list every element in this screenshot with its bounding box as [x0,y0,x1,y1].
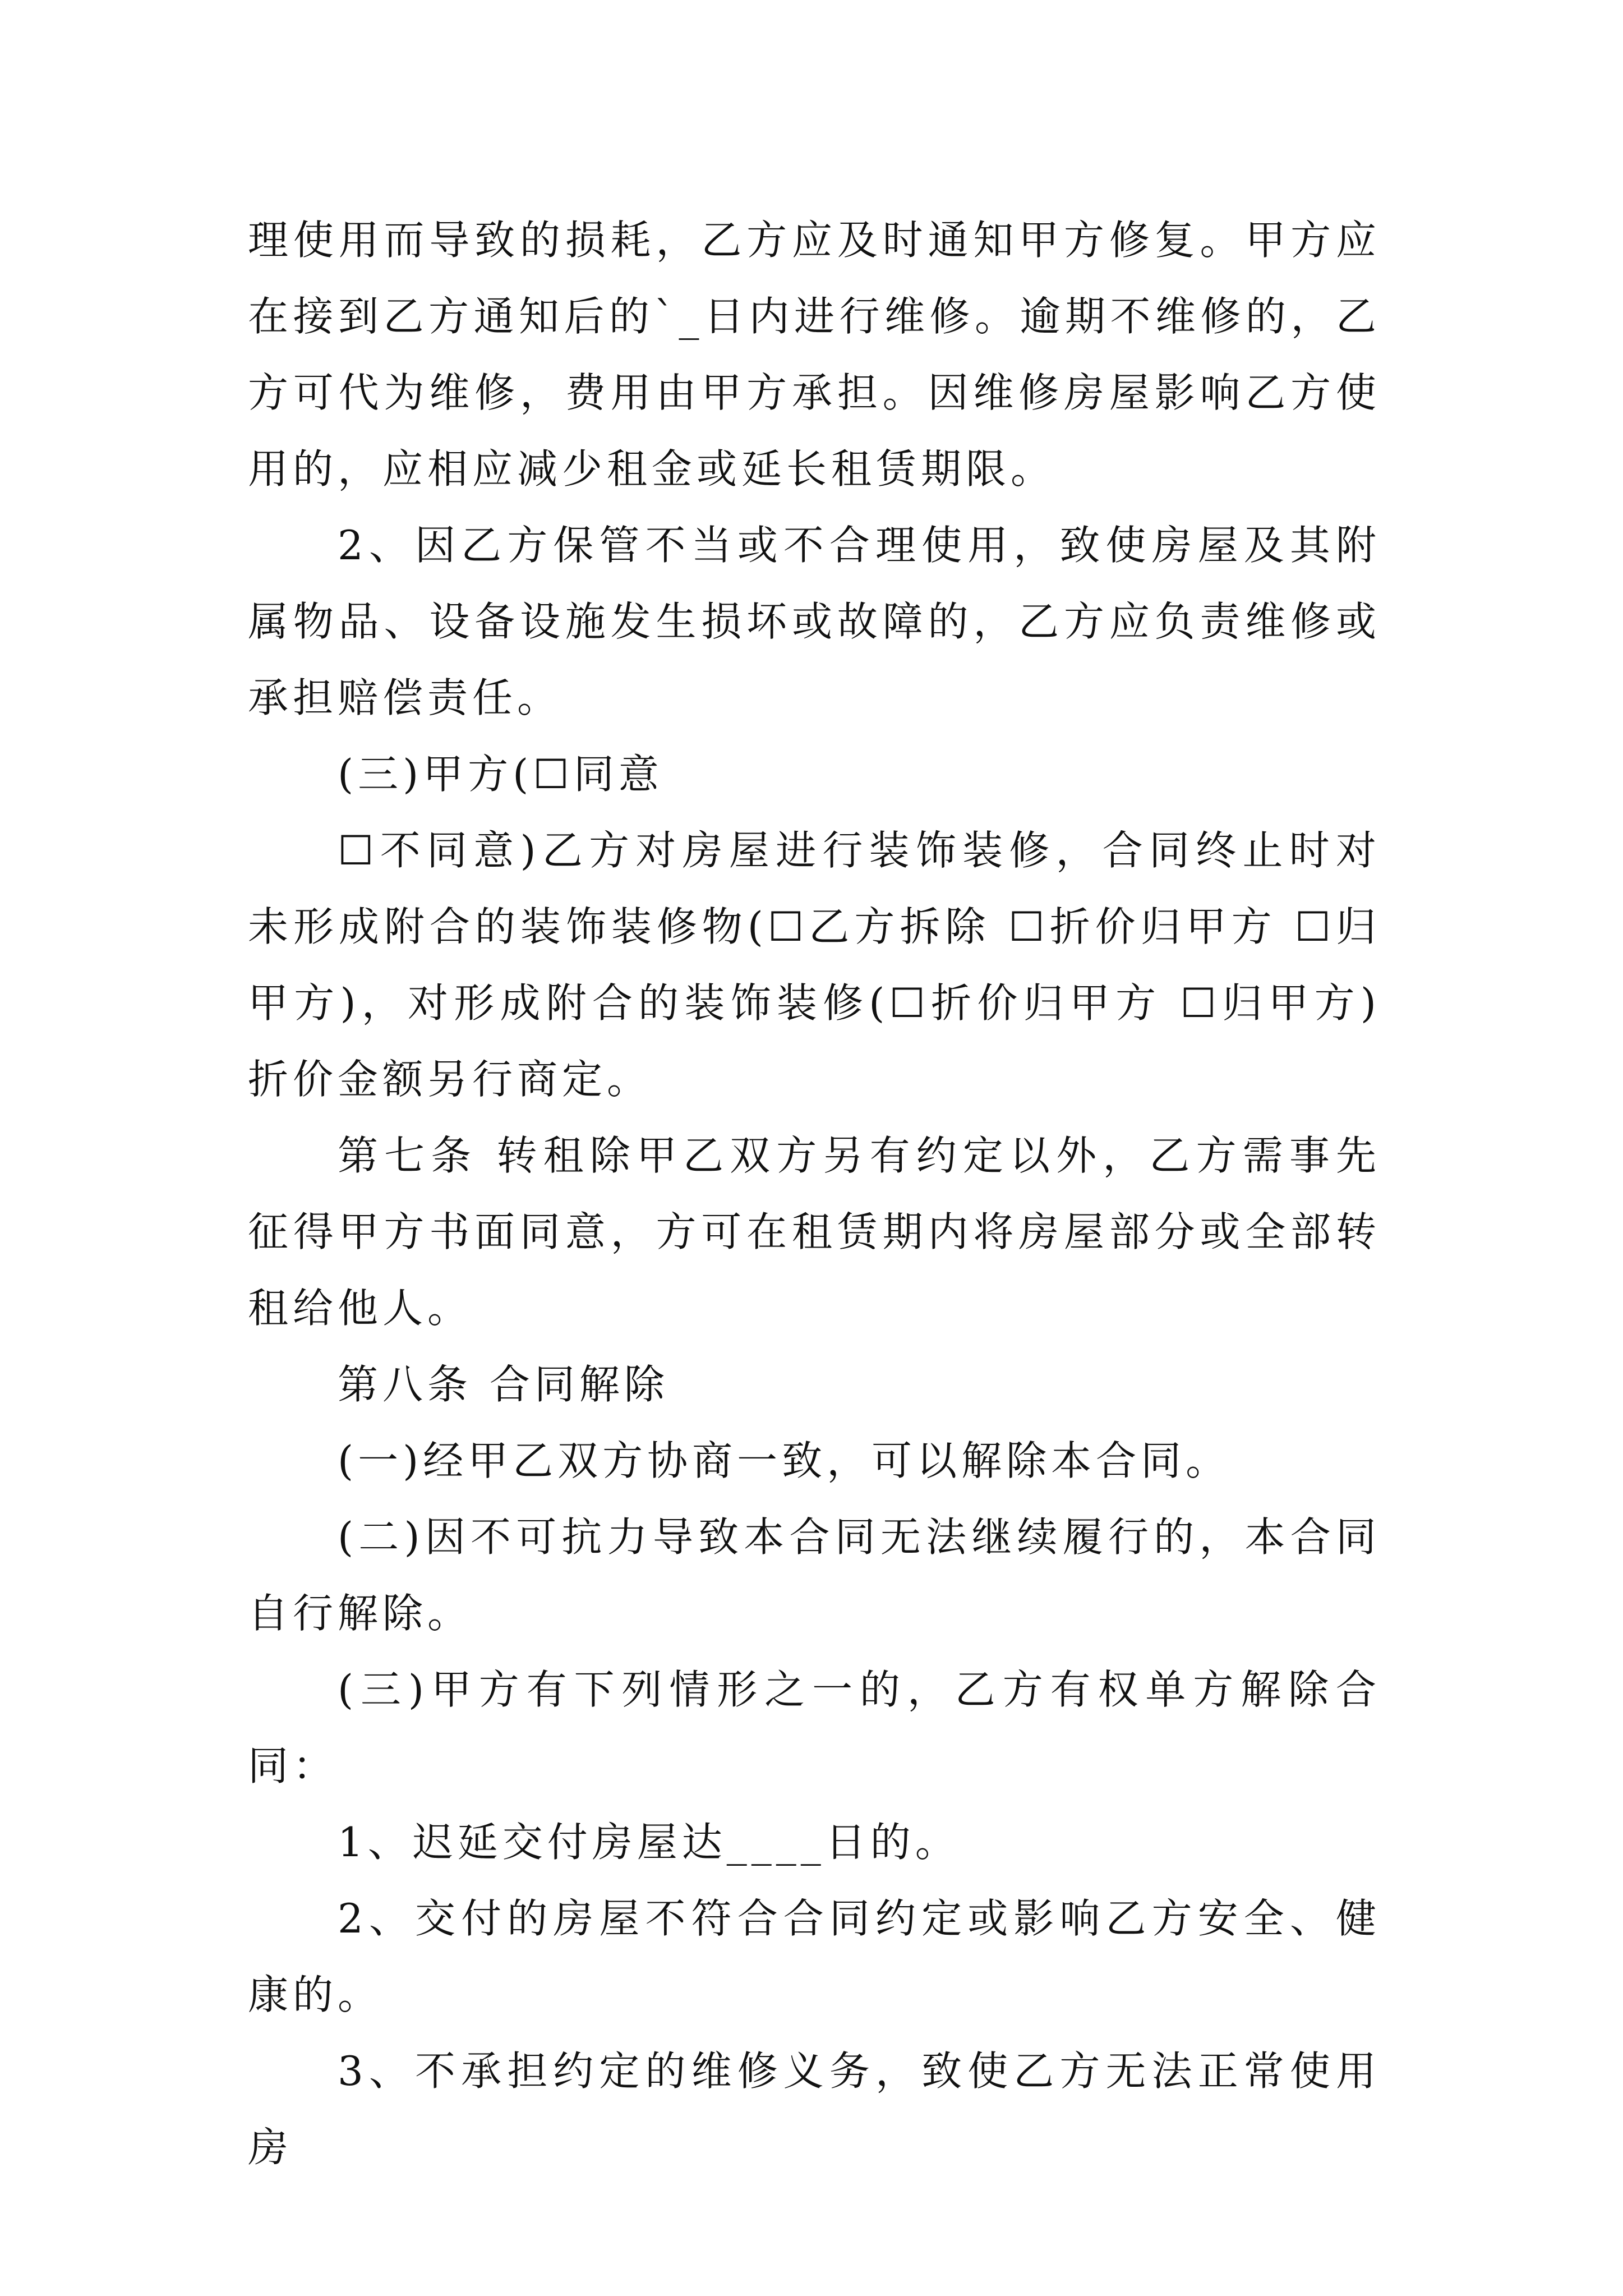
paragraph: ☐不同意)乙方对房屋进行装饰装修，合同终止时对未形成附合的装饰装修物(☐乙方拆除 ☐折价归甲方 ☐归甲方)，对形成附合的装饰装修(☐折价归甲方 ☐归甲方)折价金额另行商定。 [248,827,1381,1103]
paragraph: (三)甲方(☐同意 [338,751,663,798]
document-body [248,202,1381,2185]
section-heading: 第八条 合同解除 [338,1361,669,1408]
paragraph: 第七条 转租除甲乙双方另有约定以外，乙方需事先征得甲方书面同意，方可在租赁期内将房屋部分或全部转租给他人。 [248,1132,1381,1332]
paragraph: 2、因乙方保管不当或不合理使用，致使房屋及其附属物品、设备设施发生损坏或故障的，乙方应负责维修或承担赔偿责任。 [248,522,1381,721]
list-item: 1、迟延交付房屋达____日的。 [338,1819,960,1866]
paragraph: 理使用而导致的损耗，乙方应及时通知甲方修复。甲方应在接到乙方通知后的`_日内进行维修。逾期不维修的，乙方可代为维修，费用由甲方承担。因维修房屋影响乙方使用的，应相应减少租金或延长租赁期限。 [248,217,1381,493]
paragraph: (二)因不可抗力导致本合同无法继续履行的，本合同自行解除。 [248,1513,1381,1637]
paragraph: (三)甲方有下列情形之一的，乙方有权单方解除合同： [248,1666,1381,1789]
list-item: 2、交付的房屋不符合合同约定或影响乙方安全、健康的。 [248,1895,1381,2018]
list-item: 3、不承担约定的维修义务，致使乙方无法正常使用房 [248,2047,1381,2171]
paragraph: (一)经甲乙双方协商一致，可以解除本合同。 [338,1437,1231,1484]
